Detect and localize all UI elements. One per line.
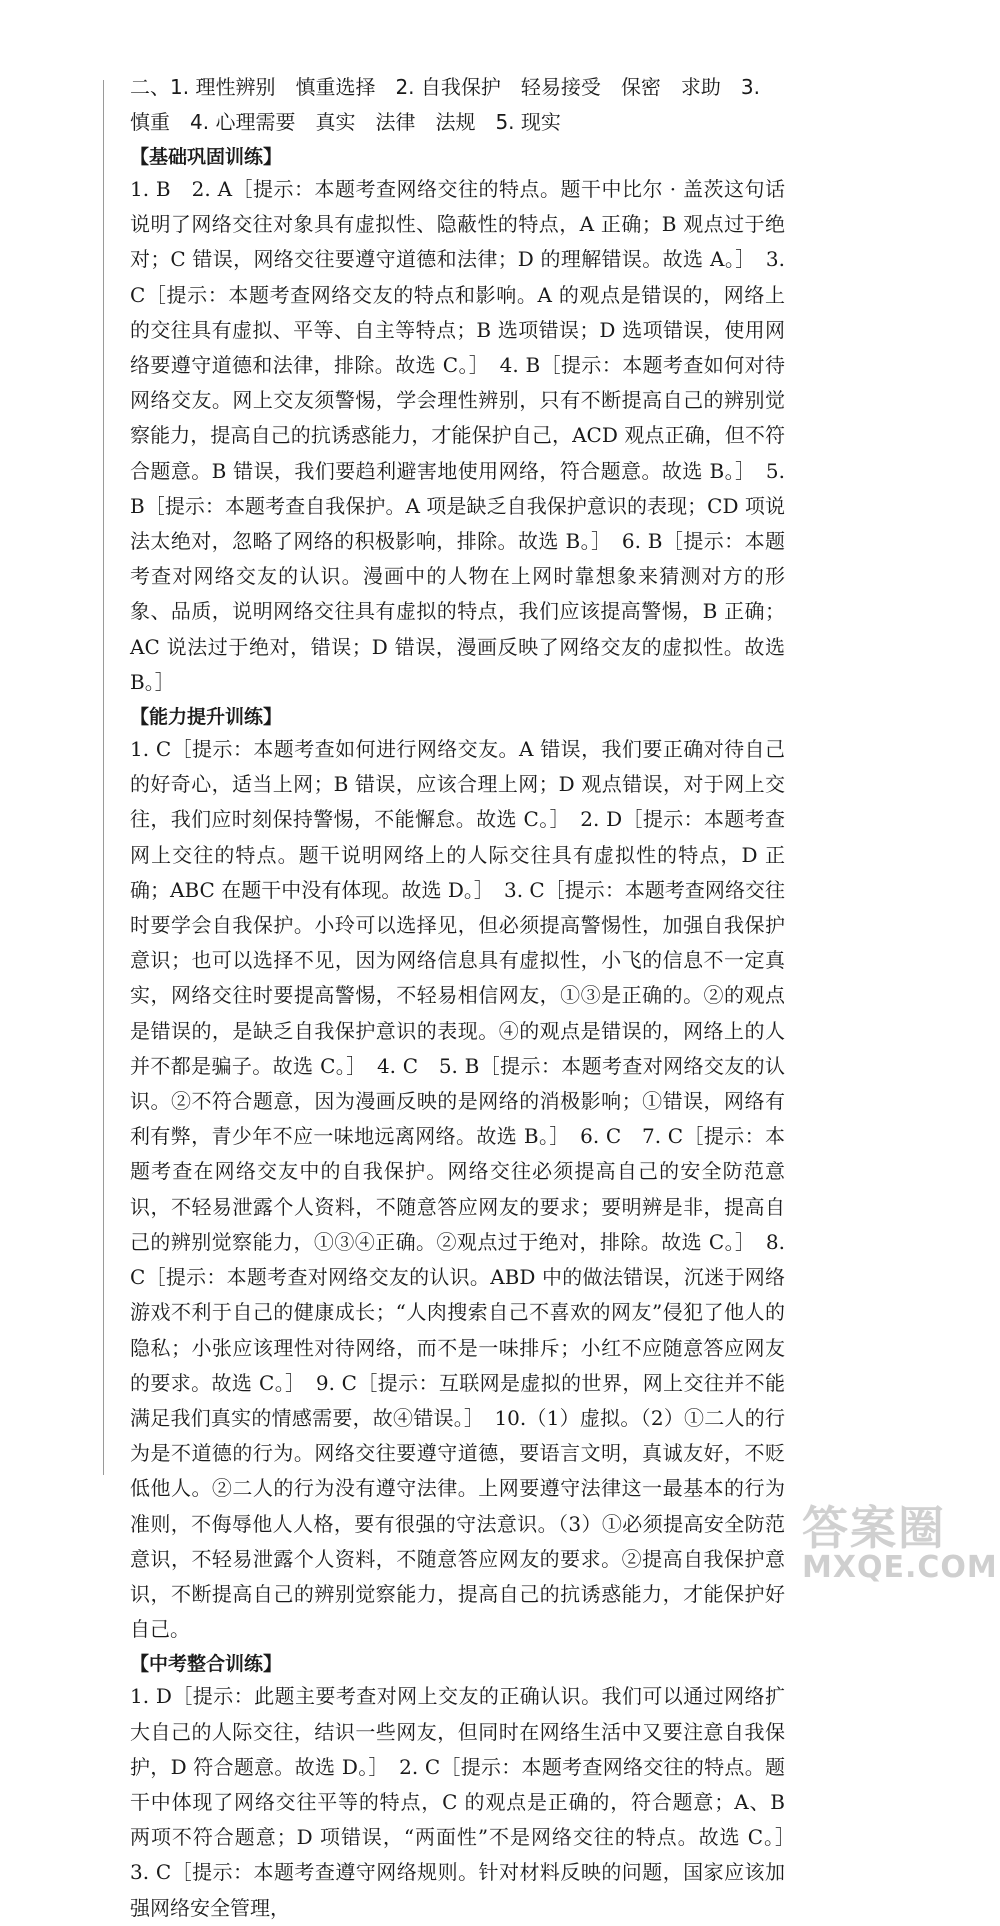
watermark-logo [802,1492,998,1592]
heading-ability-improvement: 【能力提升训练】 [130,706,283,729]
watermark-mark: 答案圈 [802,1501,946,1555]
section-two-answers: 二、1. 理性辨别 慎重选择 2. 自我保护 轻易接受 保密 求助 3. 慎重 4. 心理需要 真实 法律 法规 5. 现实 [130,75,760,134]
heading-basic-consolidation: 【基础巩固训练】 [130,146,283,168]
heading-exam-integration: 【中考整合训练】 [130,1653,283,1676]
basic-consolidation-answers: 1. B 2. A［提示：本题考查网络交往的特点。题干中比尔 · 盖茨这句话说明了网络交往对象具有虚拟性、隐蔽性的特点，A 正确；B 观点过于绝对；C 错误，网络交往要遵守道德和法律；D 的理解错误。故选 A。］ 3. C［提示：本题考查网络交友的特点和影响。A 的观点是错误的，网络上的交往具有虚拟、平等、自主等特点；B 选项错误；D 选项错误，使用网络要遵守道德和法律，排除。故选 C。］ 4. B［提示：本题考查如何对待网络交友。网上交友须警惕，学会理性辨别，只有不断提高自己的辨别觉察能力，提高自己的抗诱惑能力，才能保护自己，ACD 观点正确，但不符合题意。B 错误，我们要趋利避害地使用网络，符合题意。故选 B。］ 5. B［提示：本题考查自我保护。A 项是缺乏自我保护意识的表现；CD 项说法太绝对，忽略了网络的积极影响，排除。故选 B。］ 6. B［提示：本题考查对网络交友的认识。漫画中的人物在上网时靠想象来猜测对方的形象、品质，说明网络交往具有虚拟的特点，我们应该提高警惕，B 正确；AC 说法过于绝对，错误；D 错误，漫画反映了网络交友的虚拟性。故选 B。］ [130,177,785,694]
exam-integration-answers: 1. D［提示：此题主要考查对网上交友的正确认识。我们可以通过网络扩大自己的人际交往，结识一些网友，但同时在网络生活中又要注意自我保护，D 符合题意。故选 D。］ 2. C［提示：本题考查网络交往的特点。题干中体现了网络交往平等的特点，C 的观点是正确的，符合题意；A、B 两项不符合题意；D 项错误，“两面性”不是网络交往的特点。故选 C。］ 3. C［提示：本题考查遵守网络规则。针对材料反映的问题，国家应该加强网络安全管理， [130,1684,805,1920]
ability-improvement-answers: 1. C［提示：本题考查如何进行网络交友。A 错误，我们要正确对待自己的好奇心，适当上网；B 错误，应该合理上网；D 观点错误，对于网上交往，我们应时刻保持警惕，不能懈怠。故选 C。］ 2. D［提示：本题考查网上交往的特点。题干说明网络上的人际交往具有虚拟性的特点，D 正确；ABC 在题干中没有体现。故选 D。］ 3. C［提示：本题考查网络交往时要学会自我保护。小玲可以选择见，但必须提高警惕性，加强自我保护意识；也可以选择不见，因为网络信息具有虚拟性，小飞的信息不一定真实，网络交往时要提高警惕，不轻易相信网友，①③是正确的。②的观点是错误的，是缺乏自我保护意识的表现。④的观点是错误的，网络上的人并不都是骗子。故选 C。］ 4. C 5. B［提示：本题考查对网络交友的认识。②不符合题意，因为漫画反映的是网络的消极影响；①错误，网络有利有弊，青少年不应一味地远离网络。故选 B。］ 6. C 7. C［提示：本题考查在网络交友中的自我保护。网络交往必须提高自己的安全防范意识，不轻易泄露个人资料，不随意答应网友的要求；要明辨是非，提高自己的辨别觉察能力，①③④正确。②观点过于绝对，排除。故选 C。］ 8. C［提示：本题考查对网络交友的认识。ABD 中的做法错误，沉迷于网络游戏不利于自己的健康成长；“人肉搜索自己不喜欢的网友”侵犯了他人的隐私；小张应该理性对待网络，而不是一味排斥；小红不应随意答应网友的要求。故选 C。］ 9. C［提示：互联网是虚拟的世界，网上交往并不能满足我们真实的情感需要，故④错误。］ 10.（1）虚拟。（2）①二人的行为是不道德的行为。网络交往要遵守道德，要语言文明，真诚友好，不贬低他人。②二人的行为没有遵守法律。上网要遵守法律这一最基本的行为准则，不侮辱他人人格，要有很强的守法意识。（3）①必须提高安全防范意识，不轻易泄露个人资料，不随意答应网友的要求。②提高自我保护意识，不断提高自己的辨别觉察能力，提高自己的抗诱惑能力，才能保护好自己。 [130,737,785,1642]
margin-rule [103,80,104,1475]
watermark-url: MXQE.COM [802,1550,998,1585]
answer-content [130,70,805,1926]
